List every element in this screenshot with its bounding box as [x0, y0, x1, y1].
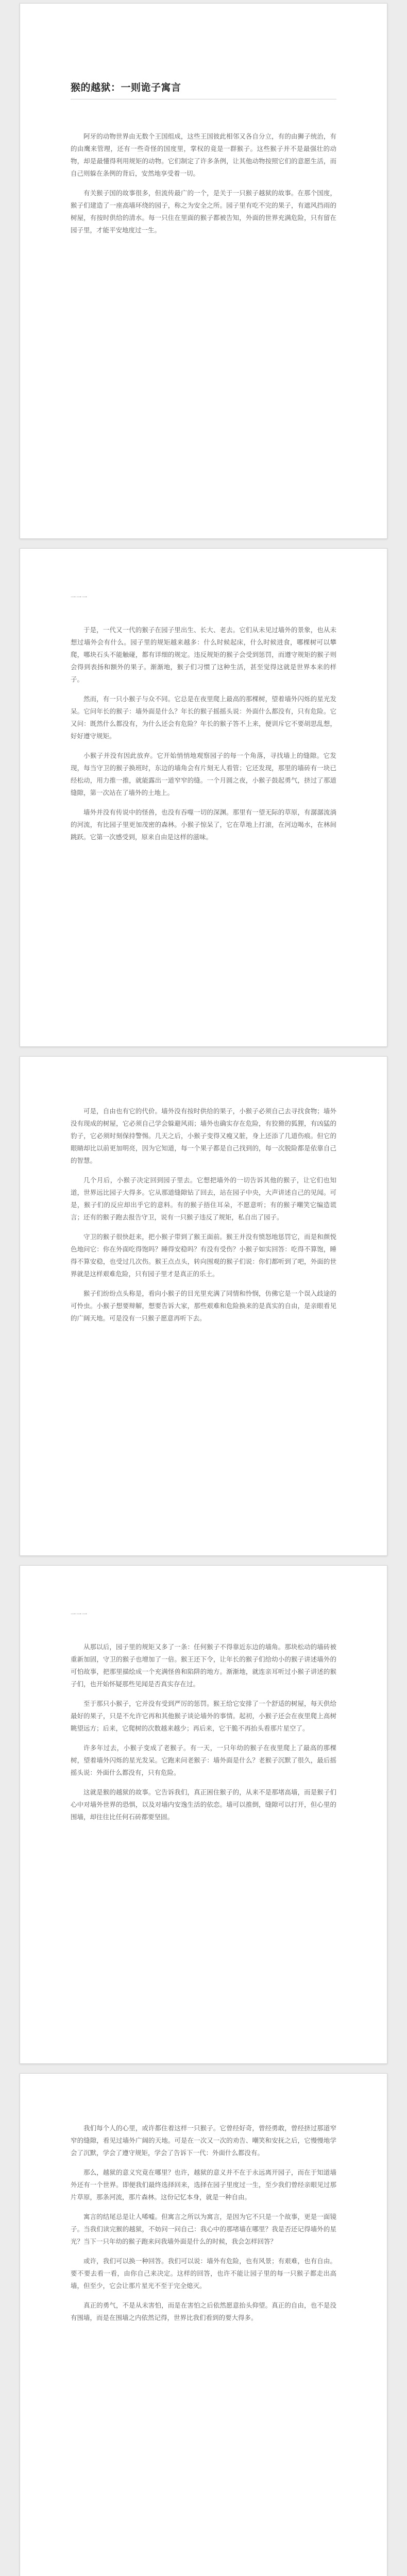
page-1 [20, 3, 387, 539]
paragraph: 我们每个人的心里，或许都住着这样一只猴子。它曾经好奇，曾经勇敢，曾经挤过那道窄窄的缝隙，看见过墙外广阔的天地。可是在一次又一次的劝告、嘲笑和安抚之后，它慢慢地学会了沉默，学会了遵守规矩，学会了告诉下一代：外面什么都没有。 [71, 2124, 336, 2157]
page-folio: 一一一 [71, 595, 88, 601]
paragraph: 然而，有一只小猴子与众不同。它总是在夜里爬上最高的那棵树，望着墙外闪烁的星光发呆。它问年长的猴子：墙外面是什么？年长的猴子摇摇头说：外面什么都没有，只有危险。它又问：既然什么都没有，为什么还会有危险？年长的猴子答不上来，便训斥它不要胡思乱想，好好遵守规矩。 [71, 695, 336, 740]
page-5-body [20, 2074, 387, 2324]
paragraph: 至于那只小猴子，它并没有受到严厉的惩罚。猴王给它安排了一个舒适的树屋，每天供给最好的果子，只是不允许它再和其他猴子谈论墙外的事情。起初，小猴子还会在夜里爬上高树眺望远方；后来，它爬树的次数越来越少；再后来，它干脆不再抬头看那片星空了。 [71, 1700, 336, 1732]
paragraph: 这就是猴的越狱的故事。它告诉我们，真正困住猴子的，从来不是那堵高墙，而是猴子们心中对墙外世界的恐惧，以及对墙内安逸生活的依恋。墙可以推倒，缝隙可以打开，但心里的围墙，却往往比任何石砖都要坚固。 [71, 1788, 336, 1821]
page-4-body [20, 1566, 387, 1823]
paragraph: 墙外并没有传说中的怪兽，也没有吞噬一切的深渊。那里有一望无际的草原，有潺潺流淌的河流，有比园子里更加茂密的森林。小猴子惊呆了，它在草地上打滚，在河边喝水，在林间跳跃。它第一次感受到，原来自由是这样的滋味。 [71, 808, 336, 841]
paragraph: 从那以后，园子里的规矩又多了一条：任何猴子不得靠近东边的墙角。那块松动的墙砖被重新加固，守卫的猴子也增加了一倍。猴王还下令，让年长的猴子们给幼小的猴子讲述墙外的可怕故事，把那里描绘成一个充满怪兽和陷阱的地方。渐渐地，就连亲耳听过小猴子讲述的猴子们，也开始怀疑那些见闻是否真实存在过。 [71, 1643, 336, 1688]
page-3-body [20, 1057, 387, 1325]
paragraph: 猴子们纷纷点头称是，看向小猴子的目光里充满了同情和怜悯，仿佛它是一个误入歧途的可怜虫。小猴子想要辩解，想要告诉大家，那些艰难和危险换来的是真实的自由，是亲眼看见的广阔天地。可是没有一只猴子愿意再听下去。 [71, 1290, 336, 1322]
paragraph: 寓言的结尾总是让人唏嘘。但寓言之所以为寓言，是因为它不只是一个故事，更是一面镜子。当我们读完猴的越狱，不妨问一问自己：我心中的那堵墙在哪里？我是否还记得墙外的星光？当下一只年幼的猴子跑来问我墙外面是什么的时候，我会怎样回答？ [71, 2213, 336, 2245]
page-2 [20, 548, 387, 1047]
paragraph: 守卫的猴子很快赶来，把小猴子带到了猴王面前。猴王并没有愤怒地惩罚它，而是和颜悦色地问它：你在外面吃得饱吗？睡得安稳吗？有没有受伤？小猴子如实回答：吃得不算饱，睡得不算安稳，也受过几次伤。猴王点点头，转向围观的猴子们说：你们都听到了吧，外面的世界就是这样艰难危险，只有园子里才是真正的乐土。 [71, 1233, 336, 1278]
paragraph: 几个月后，小猴子决定回到园子里去。它想把墙外的一切告诉其他的猴子，让它们也知道，世界远比园子大得多。它从那道缝隙钻了回去，站在园子中央，大声讲述自己的见闻。可是，猴子们的反应却出乎它的意料。有的猴子捂住耳朵，不愿意听；有的猴子嘲笑它编造谎言；还有的猴子跑去报告守卫，说有一只猴子违反了规矩，私自出了园子。 [71, 1176, 336, 1221]
page-3 [20, 1056, 387, 1556]
paragraph: 阿牙的动物世界由无数个王国组成，这些王国彼此相邻又各自分立，有的由狮子统治，有的由鹰来管理，还有一些奇怪的国度里，掌权的竟是一群猴子。这些猴子并不是最强壮的动物，却是最懂得利用规矩的动物。它们制定了许多条例，让其他动物按照它们的意愿生活，而自己则躲在条例的背后，安然地享受着一切。 [71, 132, 336, 177]
paragraph: 可是，自由也有它的代价。墙外没有按时供给的果子，小猴子必须自己去寻找食物；墙外没有现成的树屋，它必须自己学会躲避风雨；墙外也确实存在危险，有狡猾的狐狸，有凶猛的豹子，它必须时刻保持警惕。几天之后，小猴子变得又瘦又脏，身上还添了几道伤痕。但它的眼睛却比以前更加明亮，因为它知道，每一个果子都是自己找到的，每一次脱险都是依靠自己的智慧。 [71, 1107, 336, 1164]
paragraph: 真正的勇气，不是从未害怕，而是在害怕之后依然愿意抬头仰望。真正的自由，也不是没有围墙，而是在围墙之内依然记得，世界比我们看到的要大得多。 [71, 2301, 336, 2321]
page-folio: 一一一 [71, 1612, 88, 1618]
paragraph: 于是，一代又一代的猴子在园子里出生、长大、老去。它们从未见过墙外的景象，也从未想过墙外会有什么。园子里的规矩越来越多：什么时候起床，什么时候进食，哪棵树可以攀爬，哪块石头不能触碰，都有详细的规定。违反规矩的猴子会受到惩罚，而遵守规矩的猴子则会得到表扬和额外的果子。渐渐地，猴子们习惯了这种生活，甚至觉得这就是世界本来的样子。 [71, 626, 336, 683]
chapter-title: 猴的越狱：一则诡子寓言 [71, 82, 181, 93]
paragraph: 或许，我们可以换一种回答。我们可以说：墙外有危险，也有风景；有艰难，也有自由。要不要去看一看，由你自己来决定。这样的回答，也许不能让园子里的每一只猴子都走出高墙，但至少，它会让那片星光不至于完全熄灭。 [71, 2257, 336, 2290]
page-1-body [20, 4, 387, 236]
paragraph: 那么，越狱的意义究竟在哪里？也许，越狱的意义并不在于永远离开园子，而在于知道墙外还有一个世界。即便我们最终选择回来，选择在园子里度过一生，至少我们曾经亲眼见过那片草原，那条河流，那片森林。这份记忆本身，就是一种自由。 [71, 2168, 336, 2201]
page-4 [20, 1565, 387, 2064]
paragraph: 有关猴子国的故事很多，但流传最广的一个，是关于一只猴子越狱的故事。在那个国度，猴子们建造了一座高墙环绕的园子，称之为安全之所。园子里有吃不完的果子，有遮风挡雨的树屋，有按时供给的清水。每一只住在里面的猴子都被告知，外面的世界充满危险，只有留在园子里，才能平安地度过一生。 [71, 189, 336, 234]
paragraph: 许多年过去，小猴子变成了老猴子。有一天，一只年幼的猴子在夜里爬上了最高的那棵树，望着墙外闪烁的星光发呆。它跑来问老猴子：墙外面是什么？老猴子沉默了很久，最后摇摇头说：外面什么都没有，只有危险。 [71, 1744, 336, 1776]
page-5 [20, 2073, 387, 2576]
paragraph: 小猴子并没有因此放弃。它开始悄悄地观察园子的每一个角落，寻找墙上的缝隙。它发现，每当守卫的猴子换班时，东边的墙角会有片刻无人看管；它还发现，那里的墙砖有一块已经松动，用力推一推，就能露出一道窄窄的缝。一个月圆之夜，小猴子鼓起勇气，挤过了那道缝隙，第一次站在了墙外的土地上。 [71, 752, 336, 796]
